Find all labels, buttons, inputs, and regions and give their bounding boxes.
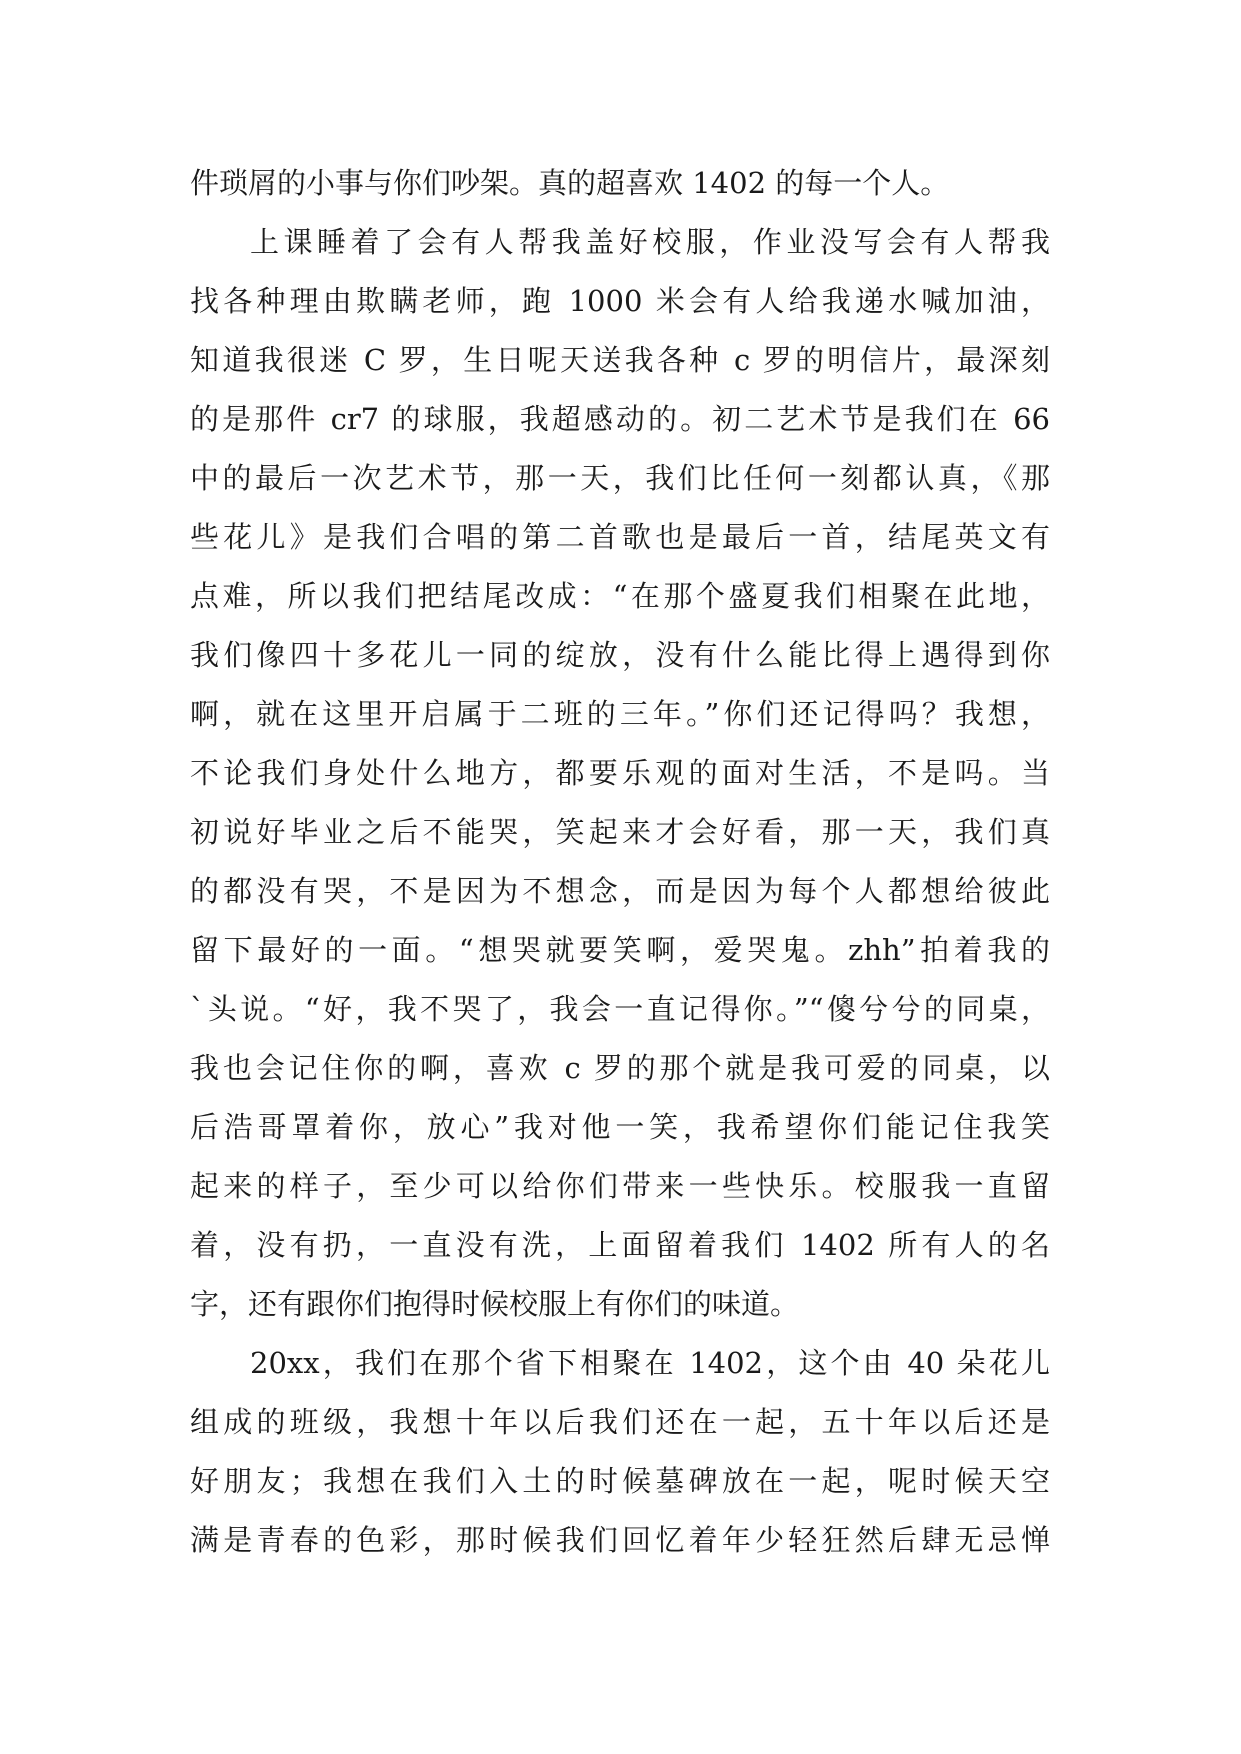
paragraph-start-line: 20xx，我们在那个省下相聚在 1402，这个由 40 朵花儿	[250, 1346, 1050, 1380]
text-line: 满是青春的色彩，那时候我们回忆着年少轻狂然后肆无忌惮	[190, 1523, 1050, 1557]
text-line: 我也会记住你的啊，喜欢 c 罗的那个就是我可爱的同桌，以	[190, 1051, 1050, 1085]
text-line: 的是那件 cr7 的球服，我超感动的。初二艺术节是我们在 66	[190, 402, 1050, 436]
text-line: 字，还有跟你们抱得时候校服上有你们的味道。	[190, 1287, 800, 1321]
text-line: 着，没有扔，一直没有洗，上面留着我们 1402 所有人的名	[190, 1228, 1050, 1262]
text-line: 起来的样子，至少可以给你们带来一些快乐。校服我一直留	[190, 1169, 1050, 1203]
text-line: 留下最好的一面。“想哭就要笑啊，爱哭鬼。zhh”拍着我的	[190, 933, 1050, 967]
text-line: 些花儿》是我们合唱的第二首歌也是最后一首，结尾英文有	[190, 520, 1050, 554]
text-line: 组成的班级，我想十年以后我们还在一起，五十年以后还是	[190, 1405, 1050, 1439]
text-line: 我们像四十多花儿一同的绽放，没有什么能比得上遇得到你	[190, 638, 1050, 672]
text-line: 后浩哥罩着你，放心”我对他一笑，我希望你们能记住我笑	[190, 1110, 1050, 1144]
text-line: 点难，所以我们把结尾改成：“在那个盛夏我们相聚在此地，	[190, 579, 1050, 613]
text-line: 啊，就在这里开启属于二班的三年。”你们还记得吗？我想，	[190, 697, 1050, 731]
text-line: 知道我很迷 C 罗，生日呢天送我各种 c 罗的明信片，最深刻	[190, 343, 1050, 377]
text-line: `头说。“好，我不哭了，我会一直记得你。”“傻兮兮的同桌，	[190, 992, 1050, 1026]
text-line: 找各种理由欺瞒老师，跑 1000 米会有人给我递水喊加油，	[190, 284, 1050, 318]
text-line: 的都没有哭，不是因为不想念，而是因为每个人都想给彼此	[190, 874, 1050, 908]
text-line: 件琐屑的小事与你们吵架。真的超喜欢 1402 的每一个人。	[190, 166, 950, 200]
text-line: 中的最后一次艺术节，那一天，我们比任何一刻都认真，《那	[190, 461, 1050, 495]
text-line: 好朋友；我想在我们入土的时候墓碑放在一起，呢时候天空	[190, 1464, 1050, 1498]
paragraph-start-line: 上课睡着了会有人帮我盖好校服，作业没写会有人帮我	[250, 225, 1050, 259]
text-line: 初说好毕业之后不能哭，笑起来才会好看，那一天，我们真	[190, 815, 1050, 849]
text-line: 不论我们身处什么地方，都要乐观的面对生活，不是吗。当	[190, 756, 1050, 790]
